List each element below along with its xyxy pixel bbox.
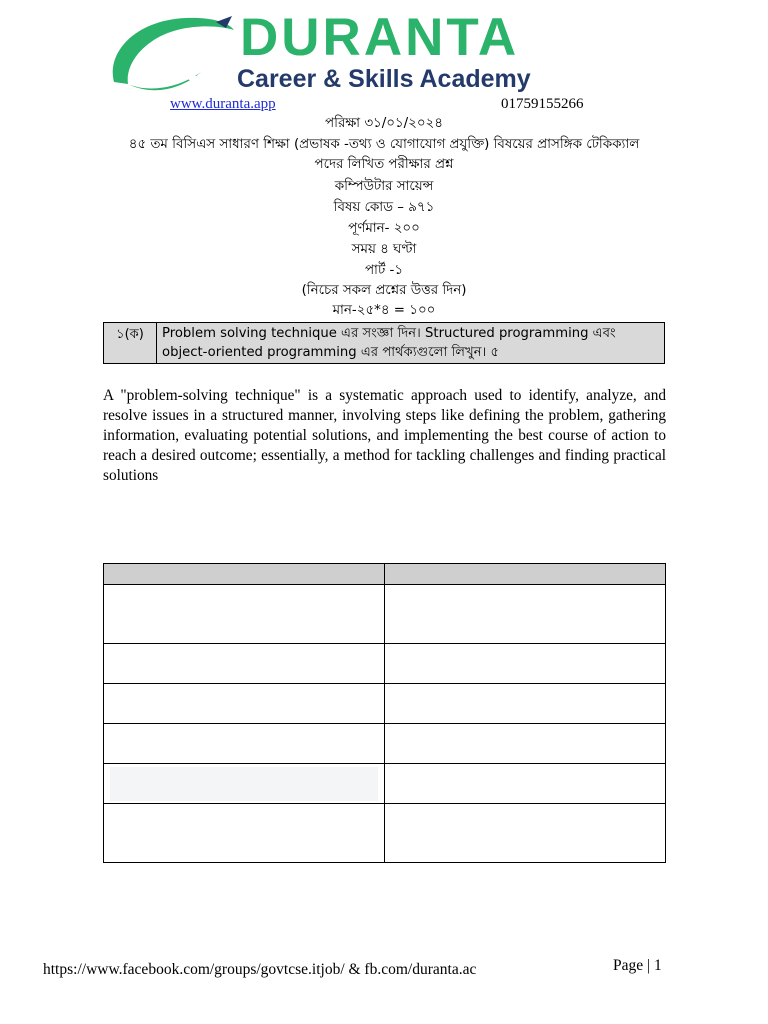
table-cell (385, 644, 666, 684)
footer-links: https://www.facebook.com/groups/govtcse.itjob/ & fb.com/duranta.ac (43, 961, 477, 978)
faded-cell-fill (110, 767, 378, 801)
runner-swoosh-icon (106, 12, 236, 94)
page-number: Page | 1 (613, 957, 662, 974)
brand-tagline: Career & Skills Academy (237, 65, 531, 93)
table-cell (385, 764, 666, 804)
table-cell (385, 684, 666, 724)
table-cell (385, 585, 666, 644)
question-number: ১(ক) (104, 323, 157, 363)
duranta-logo (104, 10, 664, 92)
instruction: (নিচের সকল প্রশ্নের উত্তর দিন) (301, 283, 467, 298)
marks-line: মান-২৫*৪ = ১০০ (332, 303, 436, 318)
website-link[interactable]: www.duranta.app (170, 96, 276, 112)
header-cell (104, 564, 385, 585)
subject-name: কম্পিউটার সায়েন্স (334, 179, 434, 194)
question-line1: Problem solving technique এর সংজ্ঞা দিন। Structured programming এবং (162, 326, 616, 341)
table-cell (104, 804, 385, 863)
comparison-table (103, 563, 666, 863)
question-line2: object-oriented programming এর পার্থক্যগুলো লিখুন। ৫ (162, 345, 500, 360)
table-cell (104, 585, 385, 644)
table-cell (104, 764, 385, 804)
table-row (104, 724, 666, 764)
phone-number: 01759155266 (501, 96, 584, 112)
table-header-row (104, 564, 666, 585)
header-cell (385, 564, 666, 585)
part-label: পার্ট -১ (364, 263, 404, 278)
table-row (104, 804, 666, 863)
table-cell (104, 724, 385, 764)
exam-title-line2: পদের লিখিত পরীক্ষার প্রশ্ন (314, 157, 454, 172)
table-cell (385, 724, 666, 764)
brand-name: DURANTA (240, 8, 520, 67)
table-cell (104, 644, 385, 684)
exam-title-line1: ৪৫ তম বিসিএস সাধারণ শিক্ষা (প্রভাষক -তথ্য ও যোগাযোগ প্রযুক্তি) বিষয়ের প্রাসঙ্গিক টেকিক্যাল (128, 137, 640, 152)
table-row (104, 764, 666, 804)
subject-code: বিষয় কোড – ৯৭১ (333, 200, 435, 215)
table-cell (385, 804, 666, 863)
table-row (104, 585, 666, 644)
answer-paragraph: A "problem-solving technique" is a systematic approach used to identify, analyze, and resolve issues in a structured manner, involving steps like defining the problem, gathering information, evaluating potential solutions, and implementing the best course of action to reach a desired outcome; essentially, a method for tackling challenges and finding practical solutions (103, 387, 666, 484)
table-row (104, 644, 666, 684)
question-text (162, 324, 662, 362)
table-cell (104, 684, 385, 724)
table-row (104, 684, 666, 724)
question-box (103, 322, 665, 364)
full-marks: পূর্ণমান- ২০০ (348, 221, 420, 236)
exam-time: সময় ৪ ঘণ্টা (351, 242, 417, 257)
exam-date: পরিক্ষা ৩১/০১/২০২৪ (325, 116, 443, 131)
